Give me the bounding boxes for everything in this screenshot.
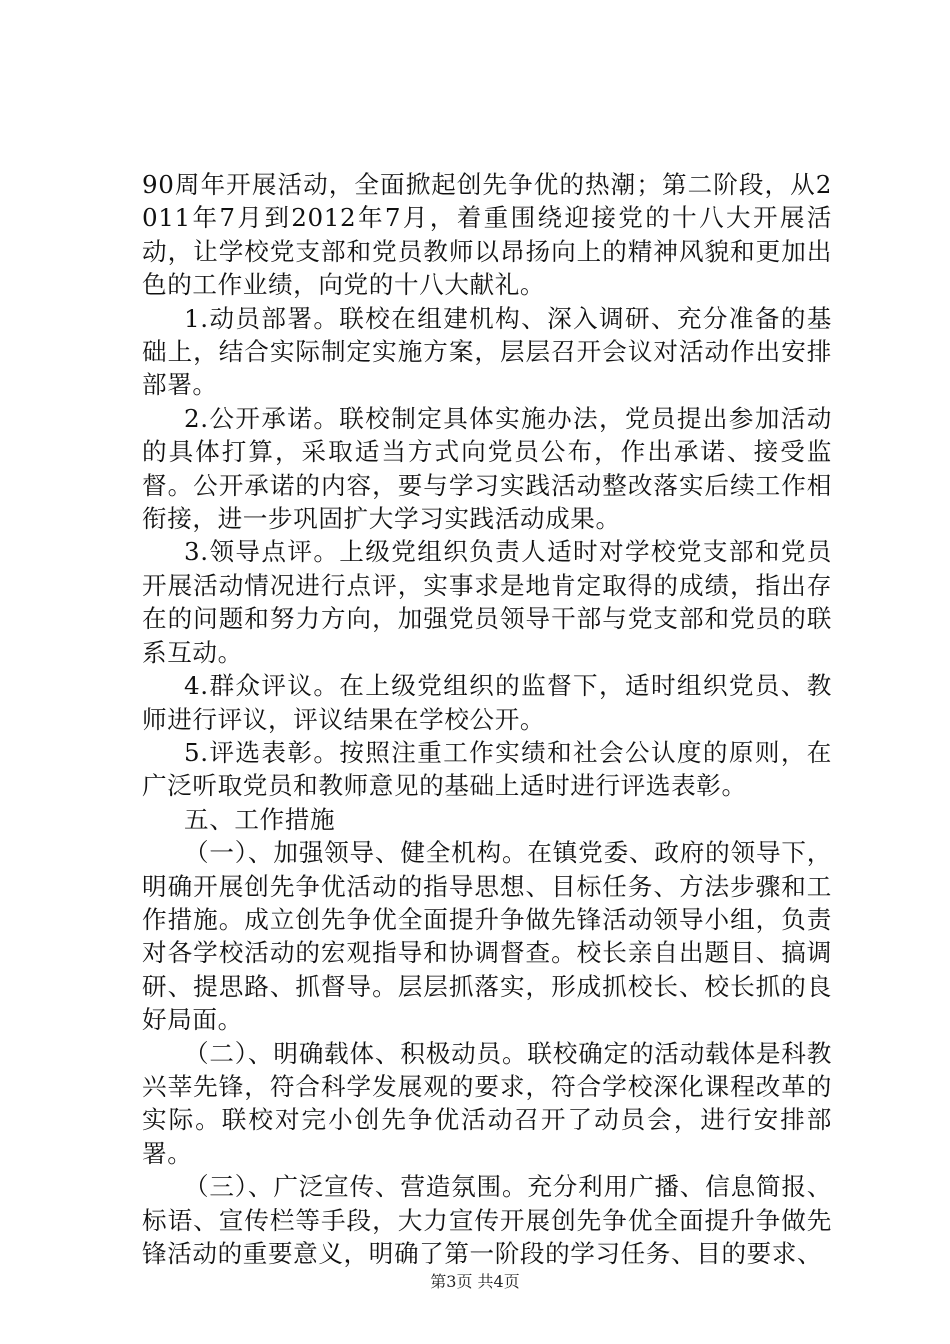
section-heading: 五、工作措施 [184,804,336,834]
paragraph-item-5: 5.评选表彰。按照注重工作实绩和社会公认度的原则，在广泛听取党员和教师意见的基础上适时进行评选表彰。 [142,737,832,801]
paragraph-continuation: 90周年开展活动，全面掀起创先争优的热潮；第二阶段，从2011年7月到2012年7月，着重围绕迎接党的十八大开展活动，让学校党支部和党员教师以昂扬向上的精神风貌和更加出色的工作业绩，向党的十八大献礼。 [142,170,832,300]
paragraph-measure-2: （二）、明确载体、积极动员。联校确定的活动载体是科教兴莘先锋，符合科学发展观的要求，符合学校深化课程改革的实际。联校对完小创先争优活动召开了动员会，进行安排部署。 [142,1038,832,1168]
paragraph-item-2: 2.公开承诺。联校制定具体实施办法，党员提出参加活动的具体打算，采取适当方式向党员公布，作出承诺、接受监督。公开承诺的内容，要与学习实践活动整改落实后续工作相衔接，进一步巩固扩大学习实践活动成果。 [142,403,832,534]
page-number-footer: 第3页 共4页 [430,1272,520,1291]
document-body [142,168,832,1270]
paragraph-item-3: 3.领导点评。上级党组织负责人适时对学校党支部和党员开展活动情况进行点评，实事求是地肯定取得的成绩，指出存在的问题和努力方向，加强党员领导干部与党支部和党员的联系互动。 [142,537,832,667]
paragraph-item-4: 4.群众评议。在上级党组织的监督下，适时组织党员、教师进行评议，评议结果在学校公开。 [142,671,832,734]
paragraph-measure-1: （一）、加强领导、健全机构。在镇党委、政府的领导下，明确开展创先争优活动的指导思想、目标任务、方法步骤和工作措施。成立创先争优全面提升争做先锋活动领导小组，负责对各学校活动的宏观指导和协调督查。校长亲自出题目、搞调研、提思路、抓督导。层层抓落实，形成抓校长、校长抓的良好局面。 [142,838,832,1035]
paragraph-measure-3: （三）、广泛宣传、营造氛围。充分利用广播、信息简报、标语、宣传栏等手段，大力宣传开展创先争优全面提升争做先锋活动的重要意义，明确了第一阶段的学习任务、目的要求、 [142,1172,832,1268]
paragraph-item-1: 1.动员部署。联校在组建机构、深入调研、充分准备的基础上，结合实际制定实施方案，层层召开会议对活动作出安排部署。 [142,303,832,400]
